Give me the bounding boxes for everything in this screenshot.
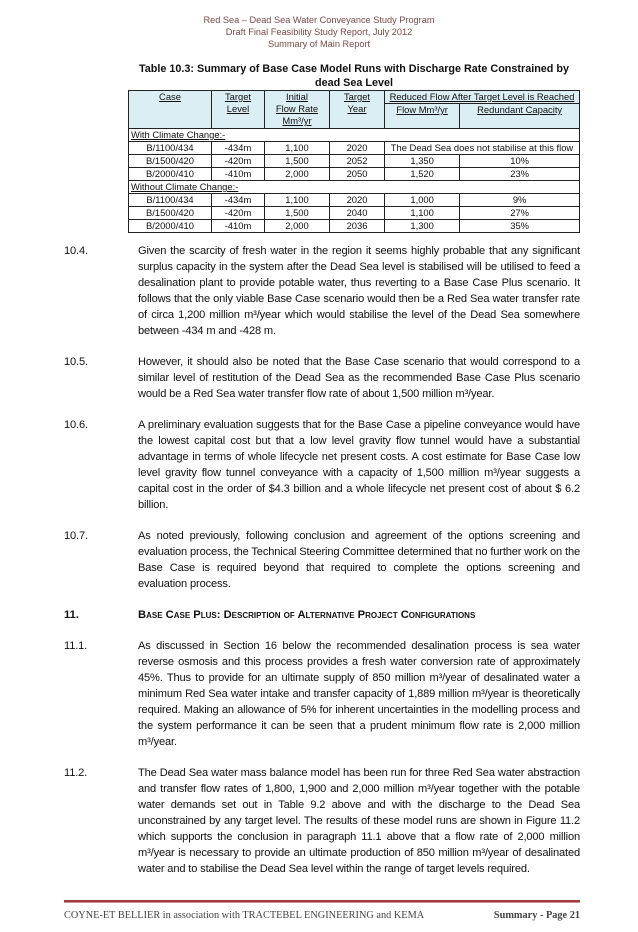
col-flow: Flow Mm³/yr xyxy=(385,104,460,129)
paragraph-text: However, it should also be noted that the Base Case scenario that would correspond to a similar level of restitution of the Dead Sea as the recommended Base Case Plus scenario would be a Red Sea water transfer flow rate of about 1,500 million m³/year. xyxy=(138,356,580,400)
paragraph-text: As discussed in Section 16 below the recommended desalination process is sea water reverse osmosis and this process provides a fresh water conversion rate of approximately 45%. Thus to provide for an ultimate supply of 850 million m³/year of desalinated water a minimum Red Sea water intake and transfer capacity of 1,889 million m³/year is theoretically required. Making an allowance of 5% for inherent uncertainties in the modelling process and the system performance it can be seen that a prudent minimum flow rate is 2,000 million m³/year. xyxy=(138,640,580,748)
table-cell: 2,000 xyxy=(265,220,330,233)
table-cell: 1,500 xyxy=(265,155,330,168)
paragraph xyxy=(64,638,580,750)
paragraph xyxy=(64,243,580,339)
table-cell: 2040 xyxy=(330,207,385,220)
table-cell: -410m xyxy=(212,220,265,233)
table-cell: 2020 xyxy=(330,142,385,155)
paragraph-text: A preliminary evaluation suggests that for the Base Case a pipeline conveyance would have the lowest capital cost but that a low level gravity flow tunnel would have a substantial advantage in terms of whole lifecycle net present costs. A cost estimate for Base Case low level gravity flow tunnel conveyance with a capacity of 1,500 million m³/year suggests a capital cost in the order of $4.3 billion and a whole lifecycle net present cost of about $ 6.2 billion. xyxy=(138,419,580,511)
paragraph-number: 11.1. xyxy=(64,640,88,652)
table-row xyxy=(129,207,580,220)
table-row xyxy=(129,155,580,168)
paragraph-text: Given the scarcity of fresh water in the region it seems highly probable that any significant surplus capacity in the system after the Dead Sea level is stabilised will be utilised to feed a desalination plant to provide potable water, thus reverting to a Base Case Plus scenario. It follows that the only viable Base Case scenario would then be a Red Sea water transfer rate of circa 1,200 million m³/year which would stabilise the level of the Dead Sea somewhere between -434 m and -428 m. xyxy=(138,245,580,337)
paragraph-number: 10.4. xyxy=(64,245,88,257)
paragraph-text: The Dead Sea water mass balance model has been run for three Red Sea water abstraction and transfer flow rates of 1,800, 1,900 and 2,000 million m³/year together with the potable water demands set out in Table 9.2 above and with the discharge to the Dead Sea unconstrained by any target level. The results of these model runs are shown in Figure 11.2 which supports the conclusion in paragraph 11.1 above that a flow rate of 2,000 million m³/year is necessary to provide an ultimate production of 850 million m³/year of desalinated water and to stabilise the Dead Sea level within the range of target levels required. xyxy=(138,767,580,875)
table-cell: 2052 xyxy=(330,155,385,168)
table-row xyxy=(129,194,580,207)
paragraph xyxy=(64,354,580,402)
paragraph-number: 10.5. xyxy=(64,356,88,368)
paragraph-number: 10.7. xyxy=(64,530,88,542)
footer-left: COYNE-ET BELLIER in association with TRACTEBEL ENGINEERING and KEMA xyxy=(64,910,425,921)
paragraph-number: 10.6. xyxy=(64,419,88,431)
section-row xyxy=(129,181,580,194)
summary-table xyxy=(128,90,580,233)
table-cell: 1,500 xyxy=(265,207,330,220)
col-reduced-flow: Reduced Flow After Target Level is Reached xyxy=(385,91,580,104)
section-row xyxy=(129,129,580,142)
section-label: Without Climate Change:- xyxy=(129,181,580,194)
table-cell: 23% xyxy=(460,168,580,181)
table-cell: 1,000 xyxy=(385,194,460,207)
paragraph-number: 11.2. xyxy=(64,767,88,779)
section-heading xyxy=(64,607,580,623)
section-number: 11. xyxy=(64,609,79,621)
running-header xyxy=(0,14,638,50)
footer-area xyxy=(64,892,580,922)
table-title: Table 10.3: Summary of Base Case Model Runs with Discharge Rate Constrained by dead Sea Level xyxy=(139,63,569,89)
col-initial-flow: Initial Flow Rate Mm³/yr xyxy=(265,91,330,129)
col-redundant: Redundant Capacity xyxy=(460,104,580,129)
table-cell: 1,300 xyxy=(385,220,460,233)
table-row xyxy=(129,220,580,233)
table-cell: B/2000/410 xyxy=(129,220,212,233)
header-line: Draft Final Feasibility Study Report, July 2012 xyxy=(225,27,413,37)
table-row xyxy=(129,168,580,181)
table-cell: 35% xyxy=(460,220,580,233)
table-cell: B/1500/420 xyxy=(129,155,212,168)
table-cell: -410m xyxy=(212,168,265,181)
table-cell: 1,100 xyxy=(265,142,330,155)
paragraph xyxy=(64,528,580,592)
col-target-year: Target Year xyxy=(330,91,385,129)
col-case: Case xyxy=(129,91,212,129)
table-cell: B/2000/410 xyxy=(129,168,212,181)
table-cell: -420m xyxy=(212,207,265,220)
table-cell: -434m xyxy=(212,194,265,207)
section-label: With Climate Change:- xyxy=(129,129,580,142)
table-cell: B/1100/434 xyxy=(129,142,212,155)
table-cell: 2036 xyxy=(330,220,385,233)
table-cell: 1,350 xyxy=(385,155,460,168)
table-cell: B/1500/420 xyxy=(129,207,212,220)
table-cell: 1,100 xyxy=(265,194,330,207)
col-target-level: Target Level xyxy=(212,91,265,129)
section-title: Base Case Plus: Description of Alternative Project Configurations xyxy=(138,609,476,621)
table-cell: -434m xyxy=(212,142,265,155)
table-cell: 27% xyxy=(460,207,580,220)
table-cell: 1,520 xyxy=(385,168,460,181)
header-line: Summary of Main Report xyxy=(267,39,371,49)
table-row xyxy=(129,142,580,155)
table-cell: 10% xyxy=(460,155,580,168)
footer xyxy=(64,909,580,922)
paragraph xyxy=(64,417,580,513)
header-line: Red Sea – Dead Sea Water Conveyance Study Program xyxy=(203,15,435,25)
table-cell: 2050 xyxy=(330,168,385,181)
table-cell: The Dead Sea does not stabilise at this flow xyxy=(385,142,580,155)
table-cell: 9% xyxy=(460,194,580,207)
table-cell: 2020 xyxy=(330,194,385,207)
page-number: Summary - Page 21 xyxy=(493,910,580,921)
table-cell: 2,000 xyxy=(265,168,330,181)
paragraph xyxy=(64,765,580,877)
paragraph-text: As noted previously, following conclusion and agreement of the options screening and evaluation process, the Technical Steering Committee determined that no further work on the Base Case is required beyond that required to complete the options screening and evaluation process. xyxy=(138,530,580,590)
table-cell: 1,100 xyxy=(385,207,460,220)
table-cell: B/1100/434 xyxy=(129,194,212,207)
table-cell: -420m xyxy=(212,155,265,168)
